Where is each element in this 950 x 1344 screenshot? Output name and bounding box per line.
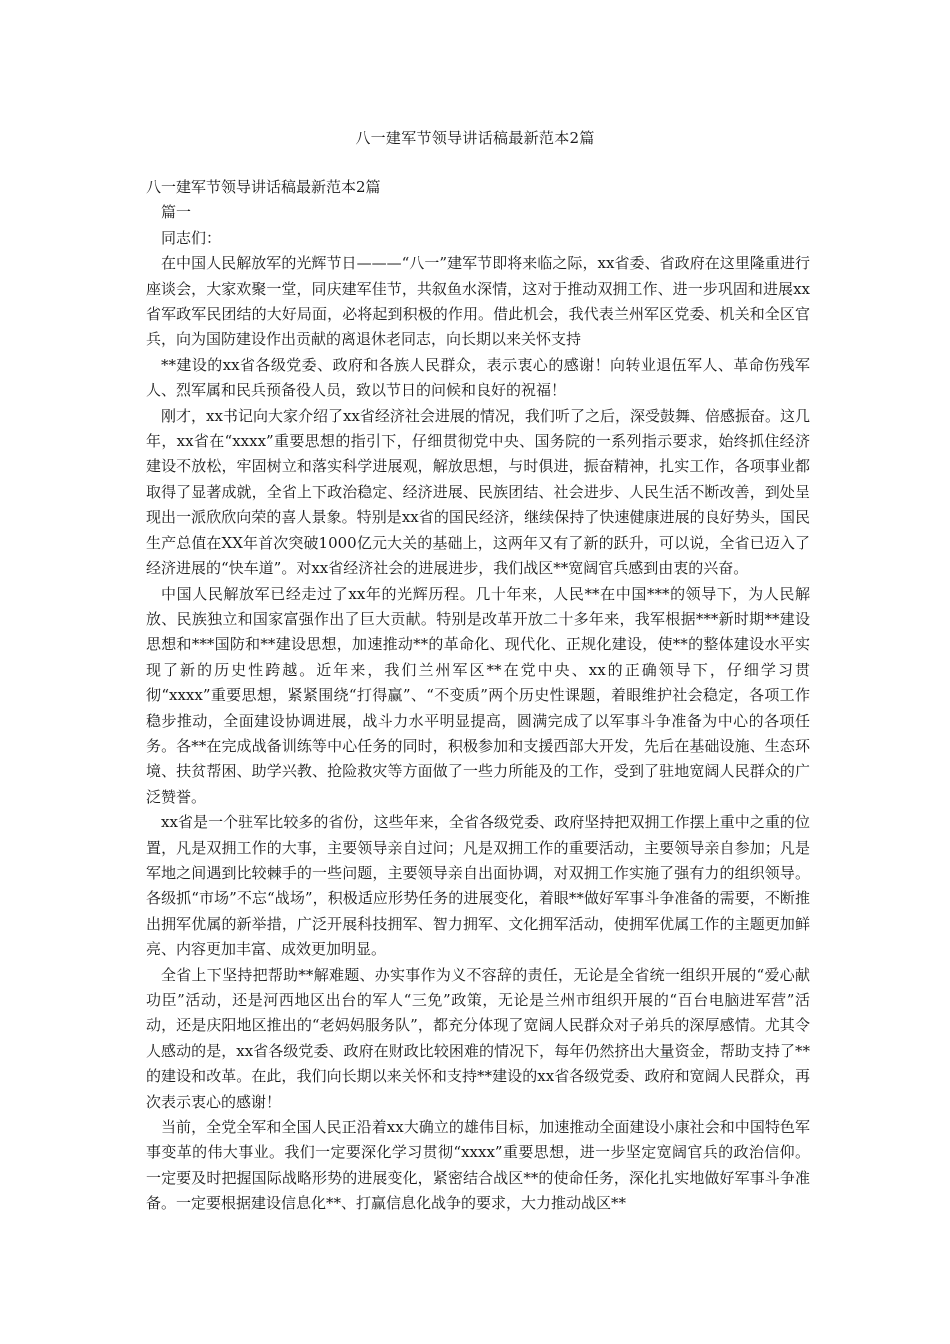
paragraph-5: xx省是一个驻军比较多的省份，这些年来，全省各级党委、政府坚持把双拥工作摆上重中之重的位置，凡是双拥工作的大事，主要领导亲自过问；凡是双拥工作的重要活动，主要领导亲自参加；凡是军地之间遇到比较棘手的一些问题，主要领导亲自出面协调，对双拥工作实施了强有力的组织领导。各级抓“市场”不忘“战场”，积极适应形势任务的进展变化，着眼**做好军事斗争准备的需要，不断推出拥军优属的新举措，广泛开展科技拥军、智力拥军、文化拥军活动，使拥军优属工作的主题更加鲜亮、内容更加丰富、成效更加明显。 <box>146 813 810 959</box>
paragraph-2: **建设的xx省各级党委、政府和各族人民群众，表示衷心的感谢！向转业退伍军人、革命伤残军人、烈军属和民兵预备役人员，致以节日的问候和良好的祝福！ <box>146 355 810 400</box>
document-subtitle: 八一建军节领导讲话稿最新范本2篇 <box>146 178 381 196</box>
section-label: 篇一 <box>161 203 192 222</box>
paragraph-4: 中国人民解放军已经走过了xx年的光辉历程。几十年来，人民**在中国***的领导下，为人民解放、民族独立和国家富强作出了巨大贡献。特别是改革开放二十多年来，我军根据***新时期**建设思想和***国防和**建设思想，加速推动**的革命化、现代化、正规化建设，使**的整体建设水平实现了新的历史性跨越。近年来，我们兰州军区**在党中央、xx的正确领导下，仔细学习贯彻“xxxx”重要思想，紧紧围绕“打得赢”、“不变质”两个历史性课题，着眼维护社会稳定，各项工作稳步推动，全面建设协调进展，战斗力水平明显提高，圆满完成了以军事斗争准备为中心的各项任务。各**在完成战备训练等中心任务的同时，积极参加和支援西部大开发，先后在基础设施、生态环境、扶贫帮困、助学兴教、抢险救灾等方面做了一些力所能及的工作，受到了驻地宽阔人民群众的广泛赞誉。 <box>146 584 810 806</box>
document-body <box>146 175 810 1217</box>
document-title: 八一建军节领导讲话稿最新范本2篇 <box>355 129 595 147</box>
paragraph-1: 在中国人民解放军的光辉节日———“八一”建军节即将来临之际，xx省委、省政府在这里隆重进行座谈会，大家欢聚一堂，同庆建军佳节，共叙鱼水深情，这对于推动双拥工作、进一步巩固和进展xx省军政军民团结的大好局面，必将起到积极的作用。借此机会，我代表兰州军区党委、机关和全区官兵，向为国防建设作出贡献的离退休老同志，向长期以来关怀支持 <box>146 254 810 349</box>
paragraph-3: 刚才，xx书记向大家介绍了xx省经济社会进展的情况，我们听了之后，深受鼓舞、倍感振奋。这几年，xx省在“xxxx”重要思想的指引下，仔细贯彻党中央、国务院的一系列指示要求，始终抓住经济建设不放松，牢固树立和落实科学进展观，解放思想，与时俱进，振奋精神，扎实工作，各项事业都取得了显著成就，全省上下政治稳定、经济进展、民族团结、社会进步、人民生活不断改善，到处呈现出一派欣欣向荣的喜人景象。特别是xx省的国民经济，继续保持了快速健康进展的良好势头，国民生产总值在XX年首次突破1000亿元大关的基础上，这两年又有了新的跃升，可以说，全省已迈入了经济进展的“快车道”。对xx省经济社会的进展进步，我们战区**宽阔官兵感到由衷的兴奋。 <box>146 406 810 578</box>
paragraph-6: 全省上下坚持把帮助**解难题、办实事作为义不容辞的责任，无论是全省统一组织开展的“爱心献功臣”活动，还是河西地区出台的军人“三免”政策，无论是兰州市组织开展的“百台电脑进军营”活动，还是庆阳地区推出的“老妈妈服务队”，都充分体现了宽阔人民群众对子弟兵的深厚感情。尤其令人感动的是，xx省各级党委、政府在财政比较困难的情况下，每年仍然挤出大量资金，帮助支持了**的建设和改革。在此，我们向长期以来关怀和支持**建设的xx省各级党委、政府和宽阔人民群众，再次表示衷心的感谢！ <box>146 965 810 1111</box>
paragraph-7: 当前，全党全军和全国人民正沿着xx大确立的雄伟目标，加速推动全面建设小康社会和中国特色军事变革的伟大事业。我们一定要深化学习贯彻“xxxx”重要思想，进一步坚定宽阔官兵的政治信仰。一定要及时把握国际战略形势的进展变化，紧密结合战区**的使命任务，深化扎实地做好军事斗争准备。一定要根据建设信息化**、打赢信息化战争的要求，大力推动战区** <box>146 1118 810 1213</box>
greeting: 同志们： <box>161 228 222 247</box>
